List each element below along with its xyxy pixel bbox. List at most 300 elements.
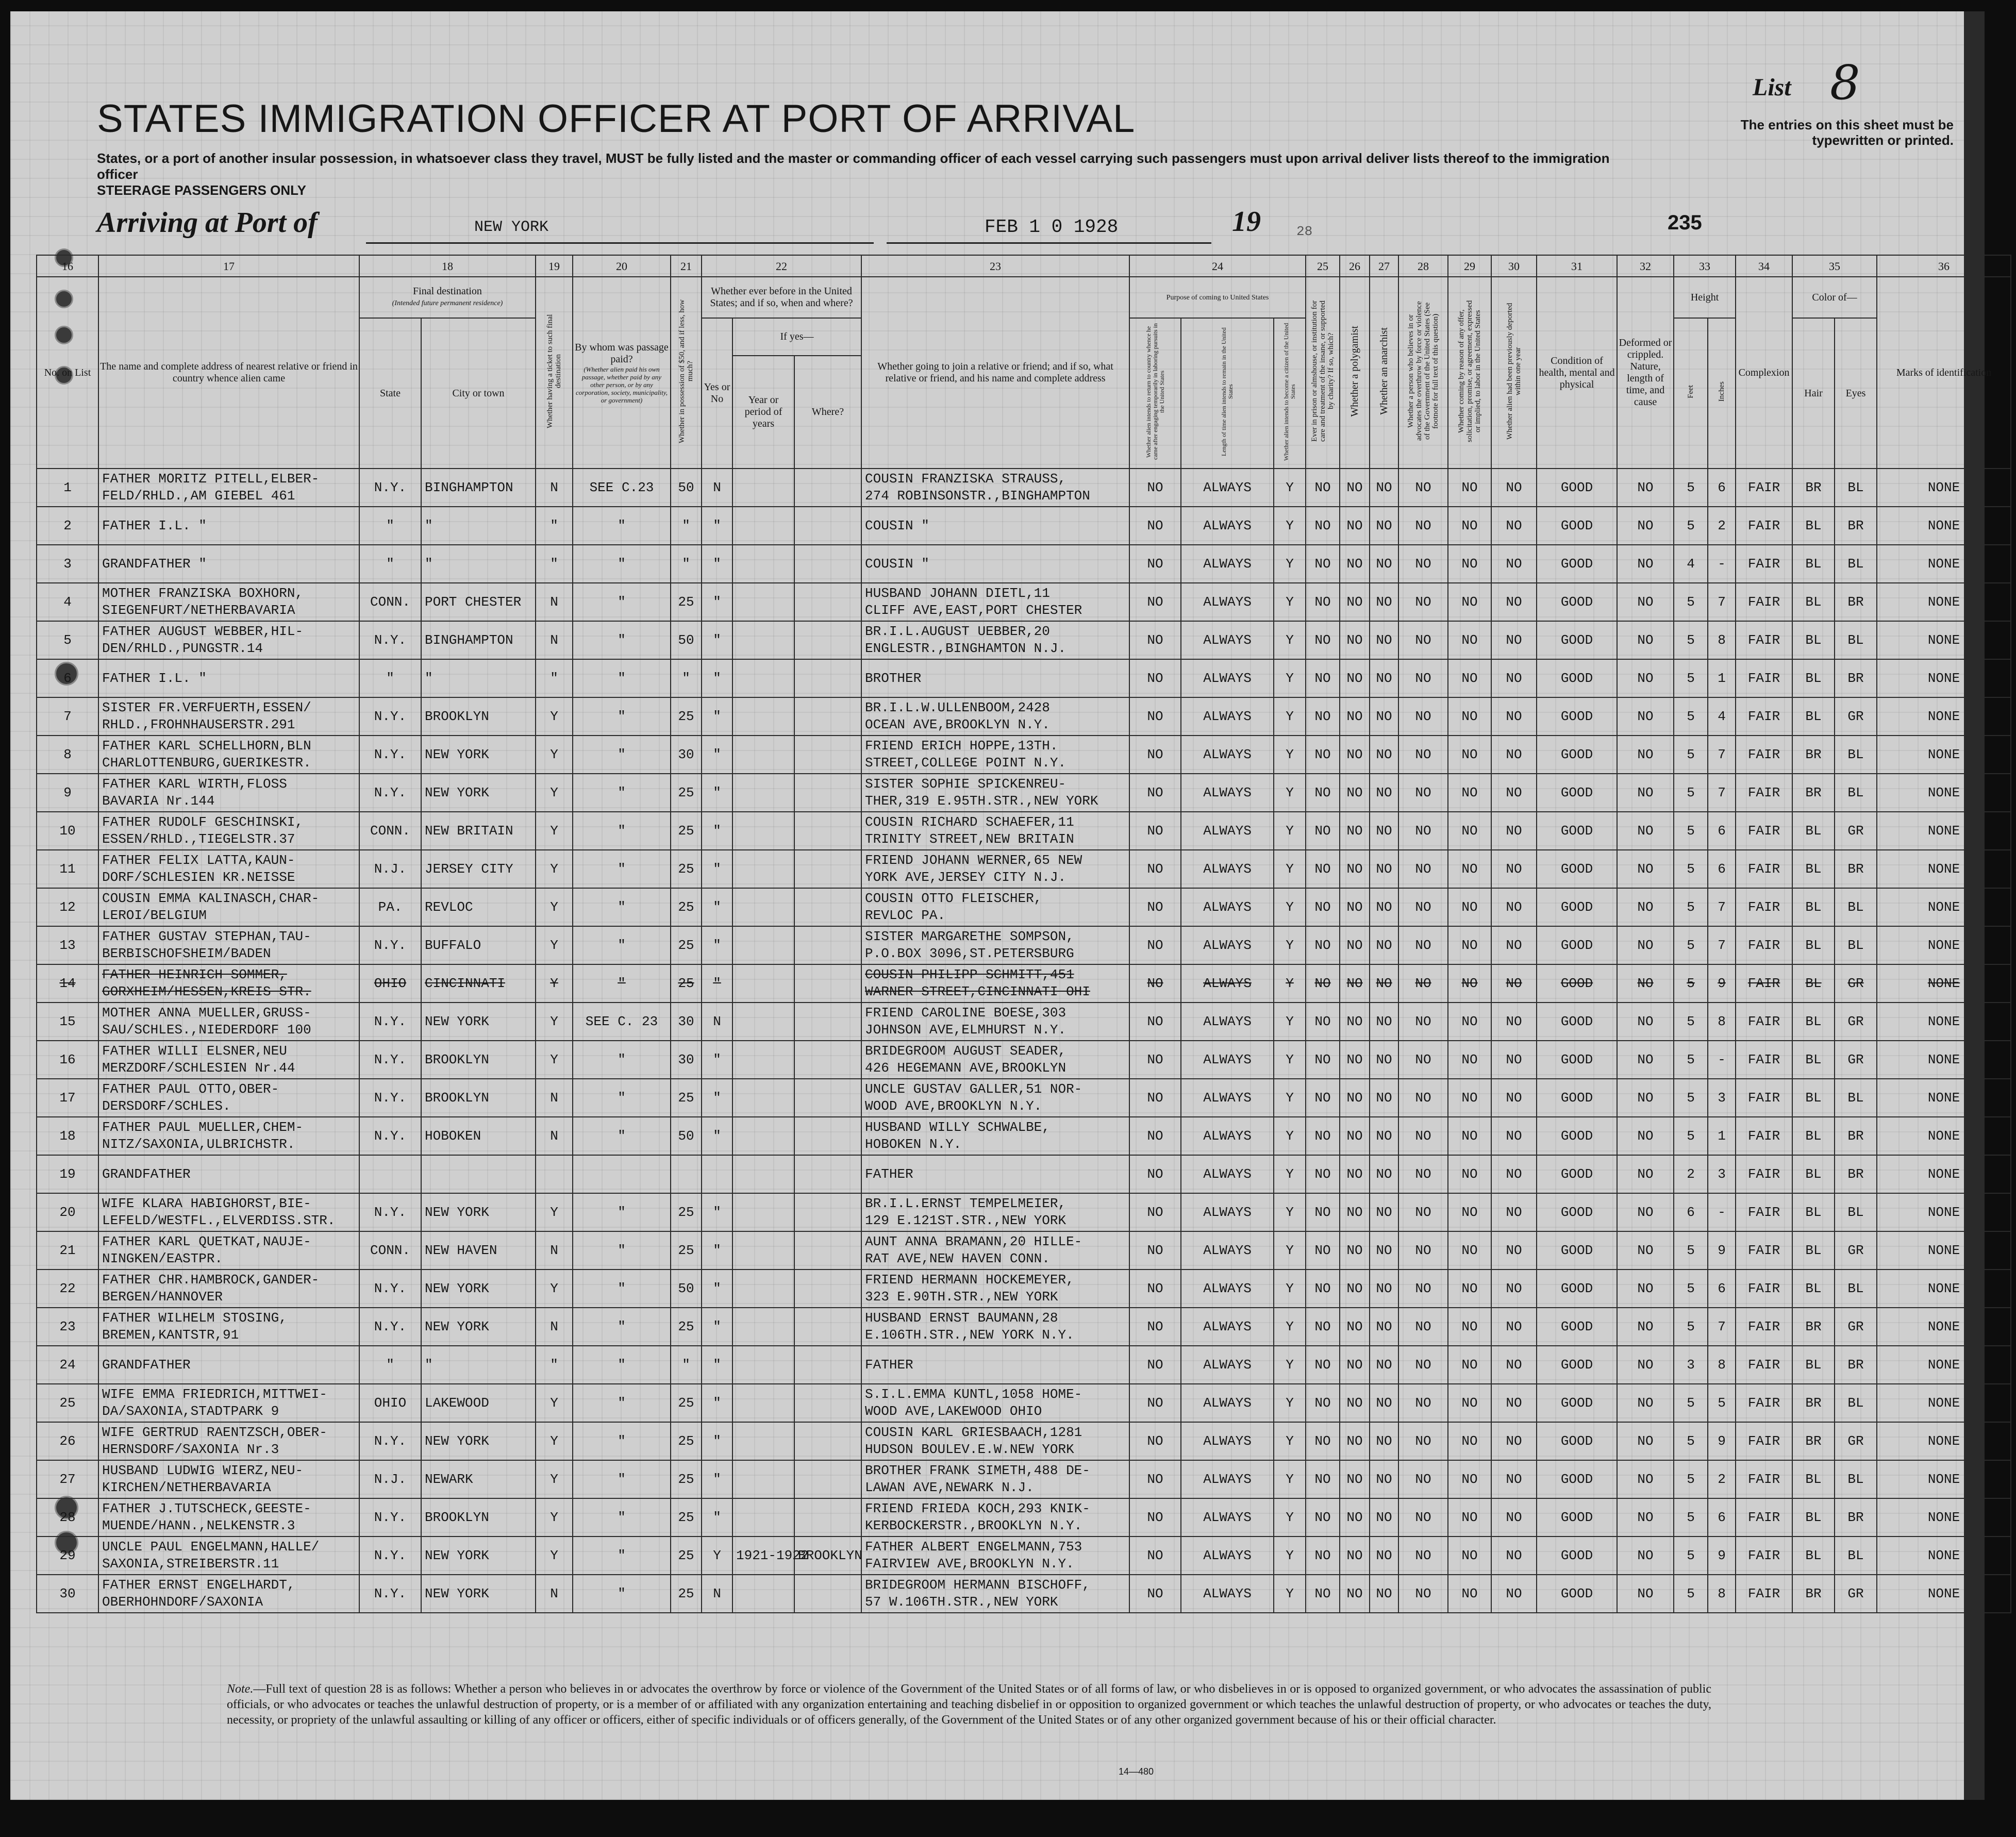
- row-number: 2: [37, 507, 98, 545]
- deformed-flag: NO: [1617, 545, 1674, 583]
- ticket-flag: Y: [536, 1041, 573, 1079]
- money-amount: 50: [671, 621, 702, 659]
- identification-marks: NONE: [1877, 774, 2011, 812]
- polygamist-flag: NO: [1340, 888, 1370, 926]
- ticket-flag: ": [536, 545, 573, 583]
- purpose-return: NO: [1129, 469, 1181, 507]
- purpose-length: ALWAYS: [1181, 812, 1274, 850]
- destination-state: N.Y.: [359, 774, 421, 812]
- purpose-length: ALWAYS: [1181, 583, 1274, 621]
- identification-marks: NONE: [1877, 1422, 2011, 1460]
- q30-flag: NO: [1491, 1346, 1537, 1384]
- joining-relative: COUSIN RICHARD SCHAEFER,11 TRINITY STREET,NEW BRITAIN: [861, 812, 1129, 850]
- q29-flag: NO: [1448, 1384, 1491, 1422]
- anarchist-flag: NO: [1370, 774, 1398, 812]
- height-feet: 5: [1674, 659, 1708, 697]
- before-where: [794, 1575, 861, 1613]
- polygamist-flag: NO: [1340, 507, 1370, 545]
- eye-color: BL: [1835, 888, 1877, 926]
- deformed-flag: NO: [1617, 1270, 1674, 1308]
- purpose-return: NO: [1129, 850, 1181, 888]
- height-feet: 5: [1674, 736, 1708, 774]
- destination-city: BROOKLYN: [421, 1041, 536, 1079]
- q30-flag: NO: [1491, 964, 1537, 1003]
- complexion: FAIR: [1736, 1003, 1792, 1041]
- height-inches: 7: [1708, 1308, 1736, 1346]
- prison-flag: NO: [1306, 621, 1340, 659]
- q30-flag: NO: [1491, 507, 1537, 545]
- hair-color: BL: [1792, 850, 1835, 888]
- joining-relative: COUSIN PHILIPP SCHMITT,451 WARNER STREET,CINCINNATI OHI: [861, 964, 1129, 1003]
- purpose-citizen: Y: [1274, 1041, 1306, 1079]
- complexion: FAIR: [1736, 1498, 1792, 1537]
- header-subtext: [97, 151, 1643, 198]
- anarchist-flag: NO: [1370, 1003, 1398, 1041]
- q29-flag: NO: [1448, 1422, 1491, 1460]
- identification-marks: NONE: [1877, 850, 2011, 888]
- column-number: 25: [1306, 255, 1340, 277]
- row-number: 15: [37, 1003, 98, 1041]
- q28-flag: NO: [1398, 1003, 1448, 1041]
- destination-state: N.J.: [359, 850, 421, 888]
- money-amount: 50: [671, 1270, 702, 1308]
- anarchist-flag: NO: [1370, 1231, 1398, 1270]
- ticket-flag: Y: [536, 1460, 573, 1498]
- q30-flag: NO: [1491, 1231, 1537, 1270]
- complexion: FAIR: [1736, 1041, 1792, 1079]
- purpose-citizen: Y: [1274, 1460, 1306, 1498]
- purpose-return: NO: [1129, 697, 1181, 736]
- passenger-manifest-table: [36, 255, 2011, 1613]
- before-period: [732, 1498, 794, 1537]
- money-amount: 25: [671, 812, 702, 850]
- before-in-us: ": [702, 1117, 732, 1155]
- health-condition: GOOD: [1537, 1041, 1617, 1079]
- row-number: 21: [37, 1231, 98, 1270]
- ticket-flag: Y: [536, 736, 573, 774]
- height-inches: 6: [1708, 812, 1736, 850]
- polygamist-flag: NO: [1340, 1270, 1370, 1308]
- q28-flag: NO: [1398, 583, 1448, 621]
- hair-color: BR: [1792, 1384, 1835, 1422]
- header-prison: Ever in prison or almshouse, or institution for care and treatment of the insane, or supported by charity? If so, which?: [1306, 277, 1340, 469]
- before-where: [794, 1384, 861, 1422]
- passage-paid-by: ": [573, 583, 671, 621]
- page-title: STATES IMMIGRATION OFFICER AT PORT OF ARRIVAL: [97, 97, 1136, 141]
- destination-city: BROOKLYN: [421, 1079, 536, 1117]
- eye-color: GR: [1835, 1308, 1877, 1346]
- ticket-flag: Y: [536, 850, 573, 888]
- joining-relative: FRIEND JOHANN WERNER,65 NEW YORK AVE,JERSEY CITY N.J.: [861, 850, 1129, 888]
- height-inches: -: [1708, 1193, 1736, 1231]
- eye-color: BL: [1835, 1384, 1877, 1422]
- row-number: 20: [37, 1193, 98, 1231]
- eye-color: BL: [1835, 774, 1877, 812]
- q30-flag: NO: [1491, 1460, 1537, 1498]
- ticket-flag: Y: [536, 1422, 573, 1460]
- before-period: [732, 1460, 794, 1498]
- height-feet: 5: [1674, 888, 1708, 926]
- identification-marks: NONE: [1877, 1155, 2011, 1193]
- row-number: 24: [37, 1346, 98, 1384]
- relative-address: FATHER J.TUTSCHECK,GEESTE- MUENDE/HANN.,NELKENSTR.3: [98, 1498, 359, 1537]
- money-amount: 25: [671, 1422, 702, 1460]
- purpose-return: NO: [1129, 1193, 1181, 1231]
- height-inches: 7: [1708, 888, 1736, 926]
- eye-color: BR: [1835, 1117, 1877, 1155]
- row-number: 18: [37, 1117, 98, 1155]
- complexion: FAIR: [1736, 774, 1792, 812]
- identification-marks: NONE: [1877, 926, 2011, 964]
- health-condition: GOOD: [1537, 736, 1617, 774]
- table-row: [37, 736, 2011, 774]
- purpose-length: ALWAYS: [1181, 1384, 1274, 1422]
- before-period: [732, 1117, 794, 1155]
- q28-flag: NO: [1398, 1498, 1448, 1537]
- purpose-citizen: Y: [1274, 697, 1306, 736]
- height-inches: 1: [1708, 659, 1736, 697]
- header-state: State: [359, 318, 421, 469]
- before-period: [732, 926, 794, 964]
- header-city: City or town: [421, 318, 536, 469]
- ticket-flag: ": [536, 1346, 573, 1384]
- before-period: [732, 736, 794, 774]
- eye-color: GR: [1835, 1003, 1877, 1041]
- health-condition: GOOD: [1537, 926, 1617, 964]
- manifest-sheet: [10, 11, 1992, 1800]
- destination-state: PA.: [359, 888, 421, 926]
- deformed-flag: NO: [1617, 1079, 1674, 1117]
- purpose-length: ALWAYS: [1181, 774, 1274, 812]
- passage-paid-by: ": [573, 697, 671, 736]
- money-amount: 25: [671, 1575, 702, 1613]
- q28-flag: NO: [1398, 1193, 1448, 1231]
- table-row: [37, 659, 2011, 697]
- arriving-label: Arriving at Port of: [97, 207, 318, 239]
- destination-state: CONN.: [359, 812, 421, 850]
- row-number: 11: [37, 850, 98, 888]
- identification-marks: NONE: [1877, 469, 2011, 507]
- polygamist-flag: NO: [1340, 545, 1370, 583]
- relative-address: FATHER KARL WIRTH,FLOSS BAVARIA Nr.144: [98, 774, 359, 812]
- purpose-length: ALWAYS: [1181, 888, 1274, 926]
- identification-marks: NONE: [1877, 697, 2011, 736]
- destination-state: N.Y.: [359, 1193, 421, 1231]
- prison-flag: NO: [1306, 1079, 1340, 1117]
- complexion: FAIR: [1736, 1384, 1792, 1422]
- anarchist-flag: NO: [1370, 1117, 1398, 1155]
- before-in-us: ": [702, 1308, 732, 1346]
- height-feet: 5: [1674, 812, 1708, 850]
- deformed-flag: NO: [1617, 621, 1674, 659]
- passage-paid-by: ": [573, 1308, 671, 1346]
- row-number: 30: [37, 1575, 98, 1613]
- height-feet: 5: [1674, 1384, 1708, 1422]
- destination-state: CONN.: [359, 583, 421, 621]
- relative-address: FATHER HEINRICH SOMMER, GORXHEIM/HESSEN,KREIS STR.: [98, 964, 359, 1003]
- health-condition: GOOD: [1537, 812, 1617, 850]
- q29-flag: NO: [1448, 850, 1491, 888]
- before-in-us: ": [702, 1041, 732, 1079]
- destination-city: JERSEY CITY: [421, 850, 536, 888]
- before-period: [732, 1155, 794, 1193]
- height-inches: 3: [1708, 1155, 1736, 1193]
- complexion: FAIR: [1736, 1079, 1792, 1117]
- deformed-flag: NO: [1617, 1575, 1674, 1613]
- relative-address: GRANDFATHER ": [98, 545, 359, 583]
- money-amount: ": [671, 507, 702, 545]
- column-number: 34: [1736, 255, 1792, 277]
- q28-flag: NO: [1398, 812, 1448, 850]
- table-row: [37, 1384, 2011, 1422]
- destination-city: CINCINNATI: [421, 964, 536, 1003]
- destination-state: CONN.: [359, 1231, 421, 1270]
- purpose-length: ALWAYS: [1181, 1041, 1274, 1079]
- complexion: FAIR: [1736, 1270, 1792, 1308]
- joining-relative: FRIEND CAROLINE BOESE,303 JOHNSON AVE,ELMHURST N.Y.: [861, 1003, 1129, 1041]
- anarchist-flag: NO: [1370, 888, 1398, 926]
- hair-color: BR: [1792, 1422, 1835, 1460]
- row-number: 3: [37, 545, 98, 583]
- q30-flag: NO: [1491, 545, 1537, 583]
- header-purpose-length: Length of time alien intends to remain in the United States: [1181, 318, 1274, 469]
- q30-flag: NO: [1491, 774, 1537, 812]
- before-period: [732, 964, 794, 1003]
- column-number: 20: [573, 255, 671, 277]
- q29-flag: NO: [1448, 1460, 1491, 1498]
- destination-city: NEWARK: [421, 1460, 536, 1498]
- relative-address: FATHER ERNST ENGELHARDT, OBERHOHNDORF/SAXONIA: [98, 1575, 359, 1613]
- purpose-length: ALWAYS: [1181, 1575, 1274, 1613]
- relative-address: FATHER RUDOLF GESCHINSKI, ESSEN/RHLD.,TIEGELSTR.37: [98, 812, 359, 850]
- row-number: 14: [37, 964, 98, 1003]
- purpose-length: ALWAYS: [1181, 850, 1274, 888]
- before-period: [732, 1308, 794, 1346]
- before-in-us: ": [702, 697, 732, 736]
- purpose-return: NO: [1129, 507, 1181, 545]
- hair-color: BL: [1792, 1498, 1835, 1537]
- ticket-flag: N: [536, 621, 573, 659]
- q28-flag: NO: [1398, 964, 1448, 1003]
- height-feet: 5: [1674, 1079, 1708, 1117]
- prison-flag: NO: [1306, 1003, 1340, 1041]
- purpose-citizen: Y: [1274, 1155, 1306, 1193]
- money-amount: 25: [671, 1079, 702, 1117]
- before-in-us: ": [702, 507, 732, 545]
- identification-marks: NONE: [1877, 1308, 2011, 1346]
- joining-relative: S.I.L.EMMA KUNTL,1058 HOME- WOOD AVE,LAKEWOOD OHIO: [861, 1384, 1129, 1422]
- arrival-date: FEB 1 0 1928: [985, 216, 1119, 238]
- height-feet: 5: [1674, 1041, 1708, 1079]
- passage-paid-by: ": [573, 1575, 671, 1613]
- polygamist-flag: NO: [1340, 964, 1370, 1003]
- table-row: [37, 545, 2011, 583]
- prison-flag: NO: [1306, 1117, 1340, 1155]
- header-q30: Whether alien had been previously deported within one year: [1491, 277, 1537, 469]
- height-feet: 5: [1674, 1422, 1708, 1460]
- before-in-us: ": [702, 1231, 732, 1270]
- header-health: Condition of health, mental and physical: [1537, 277, 1617, 469]
- purpose-length: ALWAYS: [1181, 659, 1274, 697]
- passage-paid-by: ": [573, 1193, 671, 1231]
- destination-state: ": [359, 545, 421, 583]
- header-hair: Hair: [1792, 318, 1835, 469]
- table-row: [37, 774, 2011, 812]
- eye-color: BR: [1835, 1498, 1877, 1537]
- joining-relative: FRIEND FRIEDA KOCH,293 KNIK- KERBOCKERSTR.,BROOKLYN N.Y.: [861, 1498, 1129, 1537]
- height-feet: 5: [1674, 1498, 1708, 1537]
- eye-color: BL: [1835, 469, 1877, 507]
- passage-paid-by: ": [573, 507, 671, 545]
- prison-flag: NO: [1306, 812, 1340, 850]
- height-feet: 5: [1674, 1117, 1708, 1155]
- before-where: [794, 1003, 861, 1041]
- purpose-length: ALWAYS: [1181, 964, 1274, 1003]
- ticket-flag: ": [536, 659, 573, 697]
- column-number: 26: [1340, 255, 1370, 277]
- table-row: [37, 1079, 2011, 1117]
- anarchist-flag: NO: [1370, 1537, 1398, 1575]
- health-condition: GOOD: [1537, 1575, 1617, 1613]
- before-period: [732, 1231, 794, 1270]
- deformed-flag: NO: [1617, 1422, 1674, 1460]
- row-number: 4: [37, 583, 98, 621]
- hair-color: BL: [1792, 1155, 1835, 1193]
- deformed-flag: NO: [1617, 736, 1674, 774]
- q29-flag: NO: [1448, 621, 1491, 659]
- height-inches: 5: [1708, 1384, 1736, 1422]
- destination-state: [359, 1155, 421, 1193]
- form-code: 14—480: [1119, 1766, 1154, 1777]
- height-inches: 7: [1708, 583, 1736, 621]
- prison-flag: NO: [1306, 659, 1340, 697]
- anarchist-flag: NO: [1370, 1575, 1398, 1613]
- joining-relative: HUSBAND WILLY SCHWALBE, HOBOKEN N.Y.: [861, 1117, 1129, 1155]
- polygamist-flag: NO: [1340, 774, 1370, 812]
- destination-state: N.Y.: [359, 1117, 421, 1155]
- before-where: BROOKLYN: [794, 1537, 861, 1575]
- eye-color: GR: [1835, 812, 1877, 850]
- ticket-flag: Y: [536, 1270, 573, 1308]
- q29-flag: NO: [1448, 507, 1491, 545]
- prison-flag: NO: [1306, 1346, 1340, 1384]
- health-condition: GOOD: [1537, 1079, 1617, 1117]
- hair-color: BR: [1792, 469, 1835, 507]
- anarchist-flag: NO: [1370, 621, 1398, 659]
- before-where: [794, 545, 861, 583]
- identification-marks: NONE: [1877, 1003, 2011, 1041]
- polygamist-flag: NO: [1340, 583, 1370, 621]
- health-condition: GOOD: [1537, 659, 1617, 697]
- passage-label: By whom was passage paid?: [575, 341, 669, 365]
- joining-relative: BROTHER: [861, 659, 1129, 697]
- q29-flag: NO: [1448, 697, 1491, 736]
- relative-address: FATHER GUSTAV STEPHAN,TAU- BERBISCHOFSHEIM/BADEN: [98, 926, 359, 964]
- ticket-flag: N: [536, 1079, 573, 1117]
- eye-color: BR: [1835, 659, 1877, 697]
- purpose-length: ALWAYS: [1181, 1498, 1274, 1537]
- eye-color: GR: [1835, 1231, 1877, 1270]
- destination-city: BUFFALO: [421, 926, 536, 964]
- purpose-citizen: Y: [1274, 1003, 1306, 1041]
- q29-flag: NO: [1448, 545, 1491, 583]
- destination-city: LAKEWOOD: [421, 1384, 536, 1422]
- joining-relative: FRIEND ERICH HOPPE,13TH. STREET,COLLEGE POINT N.Y.: [861, 736, 1129, 774]
- health-condition: GOOD: [1537, 1155, 1617, 1193]
- before-where: [794, 850, 861, 888]
- q29-flag: NO: [1448, 1498, 1491, 1537]
- q29-flag: NO: [1448, 1117, 1491, 1155]
- row-number: 12: [37, 888, 98, 926]
- height-feet: 3: [1674, 1346, 1708, 1384]
- before-period: [732, 1270, 794, 1308]
- joining-relative: COUSIN FRANZISKA STRAUSS, 274 ROBINSONSTR.,BINGHAMPTON: [861, 469, 1129, 507]
- deformed-flag: NO: [1617, 469, 1674, 507]
- before-where: [794, 774, 861, 812]
- purpose-return: NO: [1129, 659, 1181, 697]
- height-feet: 5: [1674, 1575, 1708, 1613]
- port-value: NEW YORK: [474, 219, 549, 236]
- relative-address: WIFE EMMA FRIEDRICH,MITTWEI- DA/SAXONIA,STADTPARK 9: [98, 1384, 359, 1422]
- header-no-on-list: No. on List: [37, 277, 98, 469]
- before-in-us: Y: [702, 1537, 732, 1575]
- before-period: [732, 812, 794, 850]
- before-where: [794, 736, 861, 774]
- height-feet: 2: [1674, 1155, 1708, 1193]
- header-purpose: Purpose of coming to United States: [1129, 277, 1306, 318]
- q28-flag: NO: [1398, 1079, 1448, 1117]
- purpose-return: NO: [1129, 1575, 1181, 1613]
- identification-marks: NONE: [1877, 621, 2011, 659]
- before-where: [794, 1079, 861, 1117]
- hair-color: BL: [1792, 1117, 1835, 1155]
- money-amount: ": [671, 659, 702, 697]
- height-feet: 5: [1674, 469, 1708, 507]
- q29-flag: NO: [1448, 1270, 1491, 1308]
- deformed-flag: NO: [1617, 1537, 1674, 1575]
- header-if-yes: If yes—: [732, 318, 861, 356]
- purpose-return: NO: [1129, 964, 1181, 1003]
- passage-paid-by: ": [573, 1460, 671, 1498]
- height-feet: 5: [1674, 774, 1708, 812]
- deformed-flag: NO: [1617, 888, 1674, 926]
- before-period: [732, 1575, 794, 1613]
- eye-color: BL: [1835, 1079, 1877, 1117]
- relative-address: GRANDFATHER: [98, 1155, 359, 1193]
- height-inches: 9: [1708, 1537, 1736, 1575]
- polygamist-flag: NO: [1340, 1575, 1370, 1613]
- destination-city: NEW YORK: [421, 1537, 536, 1575]
- polygamist-flag: NO: [1340, 1231, 1370, 1270]
- destination-city: BINGHAMPTON: [421, 469, 536, 507]
- identification-marks: NONE: [1877, 736, 2011, 774]
- height-inches: 3: [1708, 1079, 1736, 1117]
- list-label: List: [1753, 74, 1791, 101]
- deformed-flag: NO: [1617, 926, 1674, 964]
- height-feet: 6: [1674, 1193, 1708, 1231]
- header-money: Whether in possession of $50, and if less, how much?: [671, 277, 702, 469]
- joining-relative: BROTHER FRANK SIMETH,488 DE- LAWAN AVE,NEWARK N.J.: [861, 1460, 1129, 1498]
- destination-city: NEW HAVEN: [421, 1231, 536, 1270]
- header-deformed: Deformed or crippled. Nature, length of time, and cause: [1617, 277, 1674, 469]
- passage-paid-by: ": [573, 1384, 671, 1422]
- polygamist-flag: NO: [1340, 1079, 1370, 1117]
- anarchist-flag: NO: [1370, 1460, 1398, 1498]
- anarchist-flag: NO: [1370, 1422, 1398, 1460]
- joining-relative: BR.I.L.W.ULLENBOOM,2428 OCEAN AVE,BROOKLYN N.Y.: [861, 697, 1129, 736]
- purpose-length: ALWAYS: [1181, 1117, 1274, 1155]
- destination-state: N.Y.: [359, 1575, 421, 1613]
